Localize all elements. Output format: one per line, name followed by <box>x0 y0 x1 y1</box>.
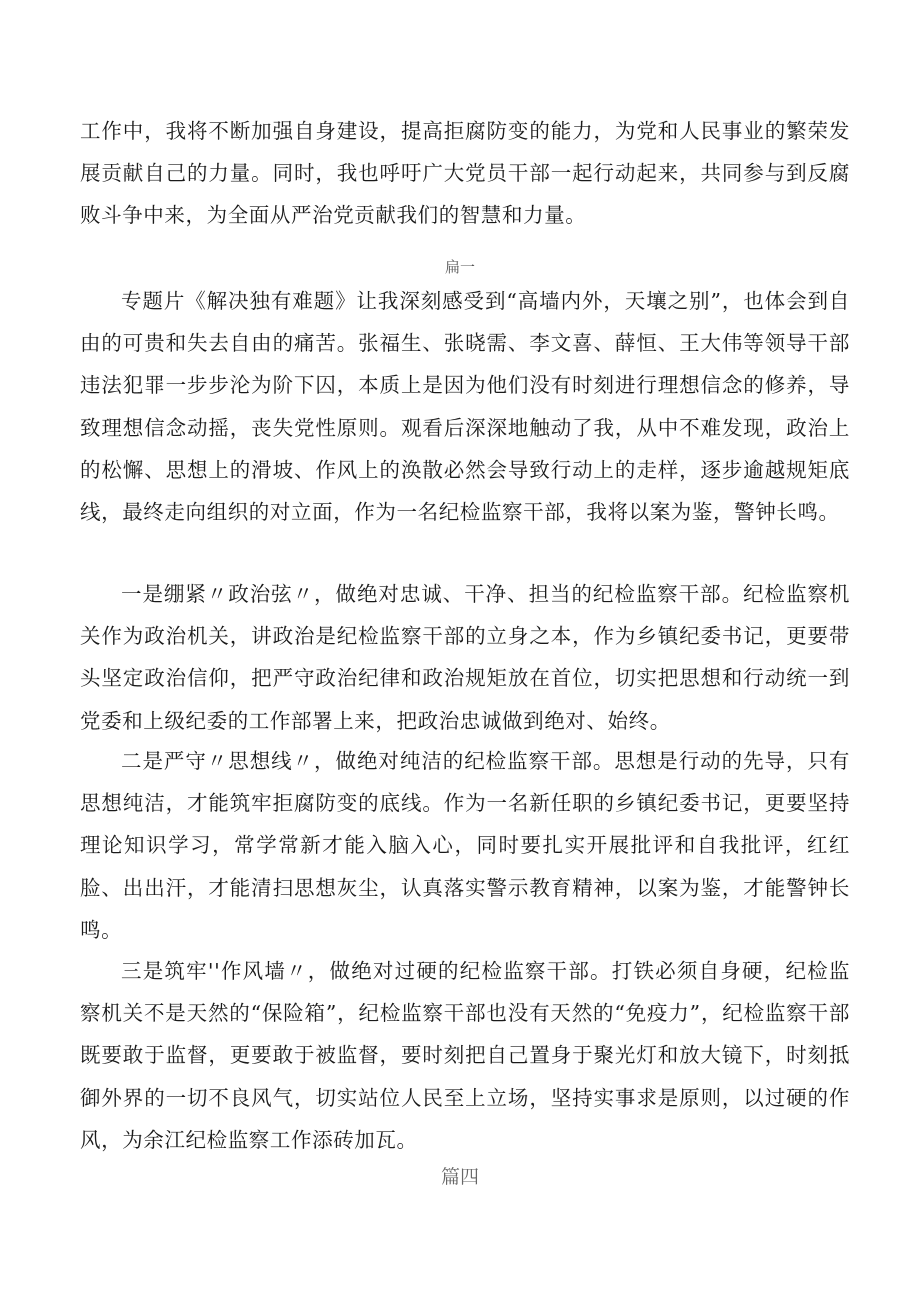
paragraph-point-2: 二是严守〃思想线〃，做绝对纯洁的纪检监察干部。思想是行动的先导，只有思想纯洁，才能筑牢拒腐防变的底线。作为一名新任职的乡镇纪委书记，更要坚持理论知识学习，常学常新才能入脑入心，同时要扎实开展批评和自我批评，红红脸、出出汗，才能清扫思想灰尘，认真落实警示教育精神，以案为鉴，才能警钟长鸣。 <box>80 749 850 942</box>
paragraph-point-1: 一是绷紧〃政治弦〃，做绝对忠诚、干净、担当的纪检监察干部。纪检监察机关作为政治机关，讲政治是纪检监察干部的立身之本，作为乡镇纪委书记，更要带头坚定政治信仰，把严守政治纪律和政治规矩放在首位，切实把思想和行动统一到党委和上级纪委的工作部署上来，把政治忠诚做到绝对、始终。 <box>80 582 850 733</box>
paragraph-closing: 工作中，我将不断加强自身建设，提高拒腐防变的能力，为党和人民事业的繁荣发展贡献自己的力量。同时，我也呼吁广大党员干部一起行动起来，共同参与到反腐败斗争中来，为全面从严治党贡献我们的智慧和力量。 <box>80 119 850 228</box>
paragraph-point-3: 三是筑牢''作风墙〃，做绝对过硬的纪检监察干部。打铁必须自身硬，纪检监察机关不是天然的“保险箱”，纪检监察干部也没有天然的“免疫力”，纪检监察干部既要敢于监督，更要敢于被监督，要时刻把自己置身于聚光灯和放大镜下，时刻抵御外界的一切不良风气，切实站位人民至上立场，坚持实事求是原则，以过硬的作风，为余江纪检监察工作添砖加瓦。 <box>80 959 850 1152</box>
section-heading-1: 扁一 <box>444 258 475 276</box>
paragraph-intro: 专题片《解决独有难题》让我深刻感受到“高墙内外，天壤之别”，也体会到自由的可贵和失去自由的痛苦。张福生、张晓需、李文喜、薛恒、王大伟等领导干部违法犯罪一步步沦为阶下囚，本质上是因为他们没有时刻进行理想信念的修养，导致理想信念动摇，丧失党性原则。观看后深深地触动了我，从中不难发现，政治上的松懈、思想上的滑坡、作风上的涣散必然会导致行动上的走样，逐步逾越规矩底线，最终走向组织的对立面，作为一名纪检监察干部，我将以案为鉴，警钟长鸣。 <box>80 289 850 525</box>
section-heading-4: 篇四 <box>440 1166 479 1188</box>
